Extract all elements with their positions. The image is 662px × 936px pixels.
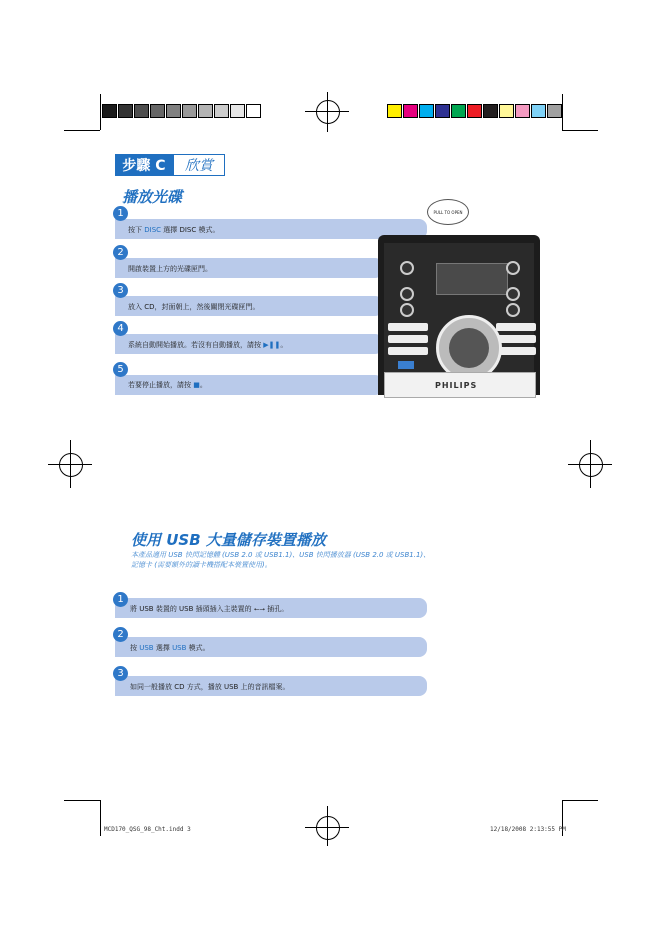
- step-title: 欣賞: [173, 154, 225, 176]
- step-text: 按 USB 選擇 USB 模式。: [130, 644, 210, 652]
- color-swatch: [102, 104, 117, 118]
- device-base: [384, 372, 536, 398]
- knob-icon: [400, 287, 414, 301]
- knob-icon: [506, 287, 520, 301]
- color-swatch: [230, 104, 245, 118]
- step-text: 開啟裝置上方的光碟匣門。: [128, 265, 212, 273]
- color-swatch: [387, 104, 402, 118]
- color-swatch: [214, 104, 229, 118]
- step-number: 2: [113, 245, 128, 260]
- knob-icon: [400, 303, 414, 317]
- step-number: 5: [113, 362, 128, 377]
- step-number: 1: [113, 592, 128, 607]
- step-text: 放入 CD，封面朝上，然後關閉光碟匣門。: [128, 303, 260, 311]
- color-swatch: [166, 104, 181, 118]
- step-text: 系統自動開始播放。若沒有自動播放，請按 ▶❚❚。: [128, 341, 288, 349]
- cmyk-color-bar: [387, 104, 563, 118]
- color-swatch: [531, 104, 546, 118]
- step-number: 4: [113, 321, 128, 336]
- cd-section-title: 播放光碟: [122, 188, 183, 206]
- step-badge: 步驟 C: [115, 154, 173, 176]
- usb-section-title: 使用 USB 大量儲存裝置播放: [131, 531, 326, 549]
- color-swatch: [483, 104, 498, 118]
- step-number: 2: [113, 627, 128, 642]
- step-text: 如同一般播放 CD 方式，播放 USB 上的音訊檔案。: [130, 683, 290, 691]
- knob-icon: [506, 303, 520, 317]
- usb-section-subtitle: 本產品適用 USB 快閃記憶體 (USB 2.0 或 USB1.1)、USB 快閃播放器 (USB 2.0 或 USB1.1)、記憶卡 (需要額外的讀卡機搭配本裝置使用)。: [131, 551, 431, 569]
- color-swatch: [246, 104, 261, 118]
- color-swatch: [435, 104, 450, 118]
- color-swatch: [467, 104, 482, 118]
- color-swatch: [198, 104, 213, 118]
- color-swatch: [134, 104, 149, 118]
- gray-color-bar: [102, 104, 262, 118]
- color-swatch: [403, 104, 418, 118]
- knob-icon: [506, 261, 520, 275]
- color-swatch: [499, 104, 514, 118]
- step-text: 按下 DISC 選擇 DISC 模式。: [128, 226, 220, 234]
- pull-to-open-label: PULL TO OPEN: [427, 199, 469, 225]
- display-screen: [436, 263, 508, 295]
- usb-port-icon: [398, 361, 414, 369]
- step-text: 將 USB 裝置的 USB 插頭插入主裝置的 ⭠⭢ 插孔。: [130, 605, 289, 613]
- step-text: 若要停止播放，請按 ■。: [128, 381, 207, 389]
- color-swatch: [118, 104, 133, 118]
- color-swatch: [451, 104, 466, 118]
- step-number: 3: [113, 666, 128, 681]
- color-swatch: [419, 104, 434, 118]
- color-swatch: [182, 104, 197, 118]
- brand-logo: PHILIPS: [435, 381, 478, 390]
- color-swatch: [547, 104, 562, 118]
- color-swatch: [150, 104, 165, 118]
- color-swatch: [515, 104, 530, 118]
- micro-system-illustration: [378, 235, 540, 395]
- step-number: 1: [113, 206, 128, 221]
- footer-datetime: 12/18/2008 2:13:55 PM: [490, 826, 566, 833]
- footer-filename: MCD170_QSG_98_Cht.indd 3: [104, 826, 191, 833]
- usb-symbol-icon: ⭠⭢: [253, 605, 266, 613]
- knob-icon: [400, 261, 414, 275]
- step-number: 3: [113, 283, 128, 298]
